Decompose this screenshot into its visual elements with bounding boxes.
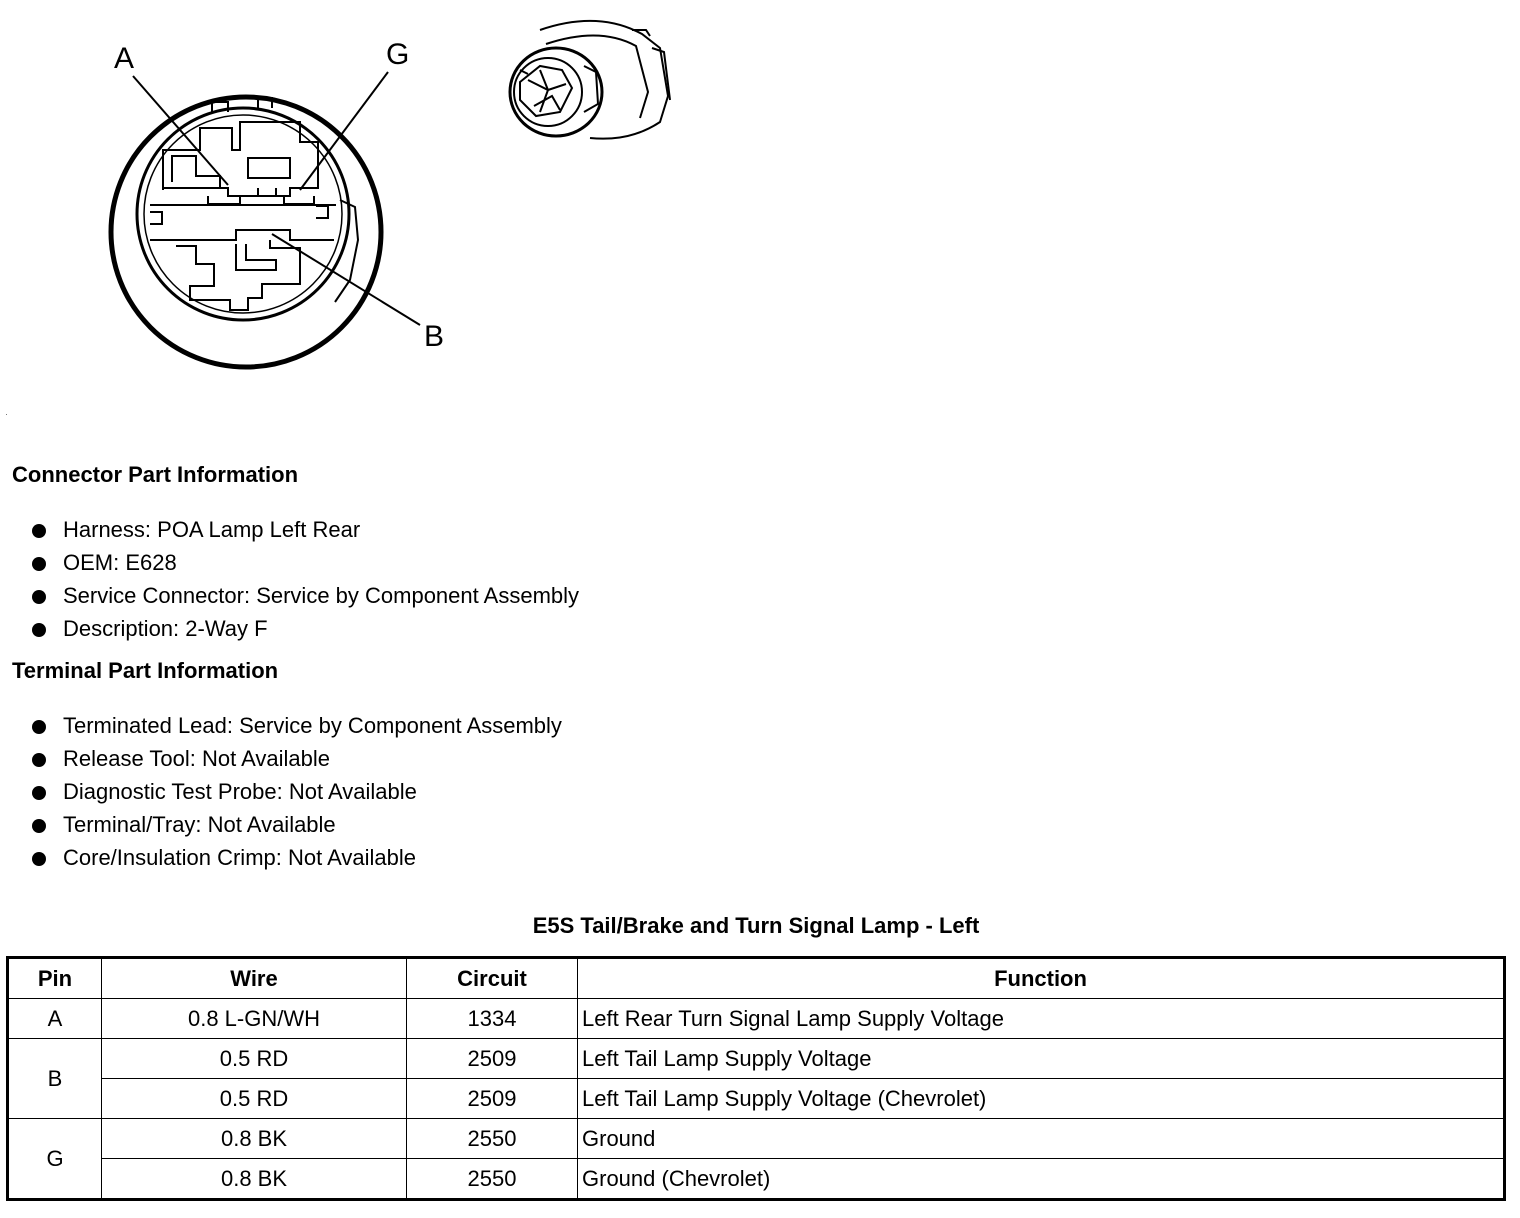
list-item: Release Tool: Not Available: [30, 745, 562, 778]
terminal-contact-upper: [208, 188, 314, 204]
bullet-icon: [32, 786, 46, 800]
column-header-pin: Pin: [8, 958, 102, 999]
terminal-slot-upper: [172, 156, 290, 188]
bullet-icon: [32, 524, 46, 538]
connector-diagram: [0, 0, 700, 420]
cavity-square-left: [150, 206, 328, 224]
function-cell: Left Tail Lamp Supply Voltage (Chevrolet): [578, 1079, 1505, 1119]
wire-cell: 0.8 BK: [102, 1159, 407, 1200]
list-item: Core/Insulation Crimp: Not Available: [30, 844, 562, 877]
bullet-icon: [32, 753, 46, 767]
bullet-icon: [32, 590, 46, 604]
connector-inner-housing-rim: [144, 115, 342, 313]
bullet-icon: [32, 852, 46, 866]
circuit-cell: 2550: [407, 1159, 578, 1200]
housing-divider: [150, 205, 336, 240]
connector-inner-housing: [137, 108, 349, 320]
circuit-cell: 2550: [407, 1119, 578, 1159]
scan-speck: [6, 414, 7, 415]
wire-cell: 0.8 BK: [102, 1119, 407, 1159]
leader-line-g: [300, 72, 388, 190]
table-row: [8, 1039, 1505, 1079]
terminal-cavity-lower: [176, 240, 300, 310]
bullet-icon: [32, 557, 46, 571]
pinout-table: [6, 956, 1506, 1201]
list-item: Diagnostic Test Probe: Not Available: [30, 778, 562, 811]
pin-cell: G: [8, 1119, 102, 1200]
table-row: [8, 999, 1505, 1039]
leader-line-b: [272, 234, 420, 325]
wire-cell: 0.8 L-GN/WH: [102, 999, 407, 1039]
terminal-part-info-heading: Terminal Part Information: [12, 658, 279, 683]
function-cell: Left Tail Lamp Supply Voltage: [578, 1039, 1505, 1079]
list-item: Terminated Lead: Service by Component Assembly: [30, 712, 562, 745]
table-row: [8, 1119, 1505, 1159]
callout-g: G: [386, 38, 410, 71]
wire-cell: 0.5 RD: [102, 1039, 407, 1079]
circuit-cell: 1334: [407, 999, 578, 1039]
table-row: [8, 1079, 1505, 1119]
pin-cell: A: [8, 999, 102, 1039]
callout-b: B: [424, 320, 445, 353]
list-item: OEM: E628: [30, 549, 579, 582]
terminal-part-info-list: [30, 712, 562, 877]
circuit-cell: 2509: [407, 1039, 578, 1079]
bullet-icon: [32, 720, 46, 734]
column-header-circuit: Circuit: [407, 958, 578, 999]
list-item: Description: 2-Way F: [30, 615, 579, 648]
callout-a: A: [114, 42, 135, 75]
pin-cell: B: [8, 1039, 102, 1119]
list-item: Service Connector: Service by Component Assembly: [30, 582, 579, 615]
circuit-cell: 2509: [407, 1079, 578, 1119]
connector-part-info-heading: Connector Part Information: [12, 462, 299, 487]
function-cell: Left Rear Turn Signal Lamp Supply Voltage: [578, 999, 1505, 1039]
table-title: E5S Tail/Brake and Turn Signal Lamp - Left: [532, 913, 980, 938]
table-header-row: [8, 958, 1505, 999]
connector-part-info-list: [30, 516, 579, 648]
table-row: [8, 1159, 1505, 1200]
wire-cell: 0.5 RD: [102, 1079, 407, 1119]
list-item: Terminal/Tray: Not Available: [30, 811, 562, 844]
list-item: Harness: POA Lamp Left Rear: [30, 516, 579, 549]
column-header-wire: Wire: [102, 958, 407, 999]
connector-lock-tab: [335, 200, 358, 302]
function-cell: Ground (Chevrolet): [578, 1159, 1505, 1200]
function-cell: Ground: [578, 1119, 1505, 1159]
bullet-icon: [32, 819, 46, 833]
connector-perspective-view: [510, 21, 670, 139]
column-header-function: Function: [578, 958, 1505, 999]
bullet-icon: [32, 623, 46, 637]
